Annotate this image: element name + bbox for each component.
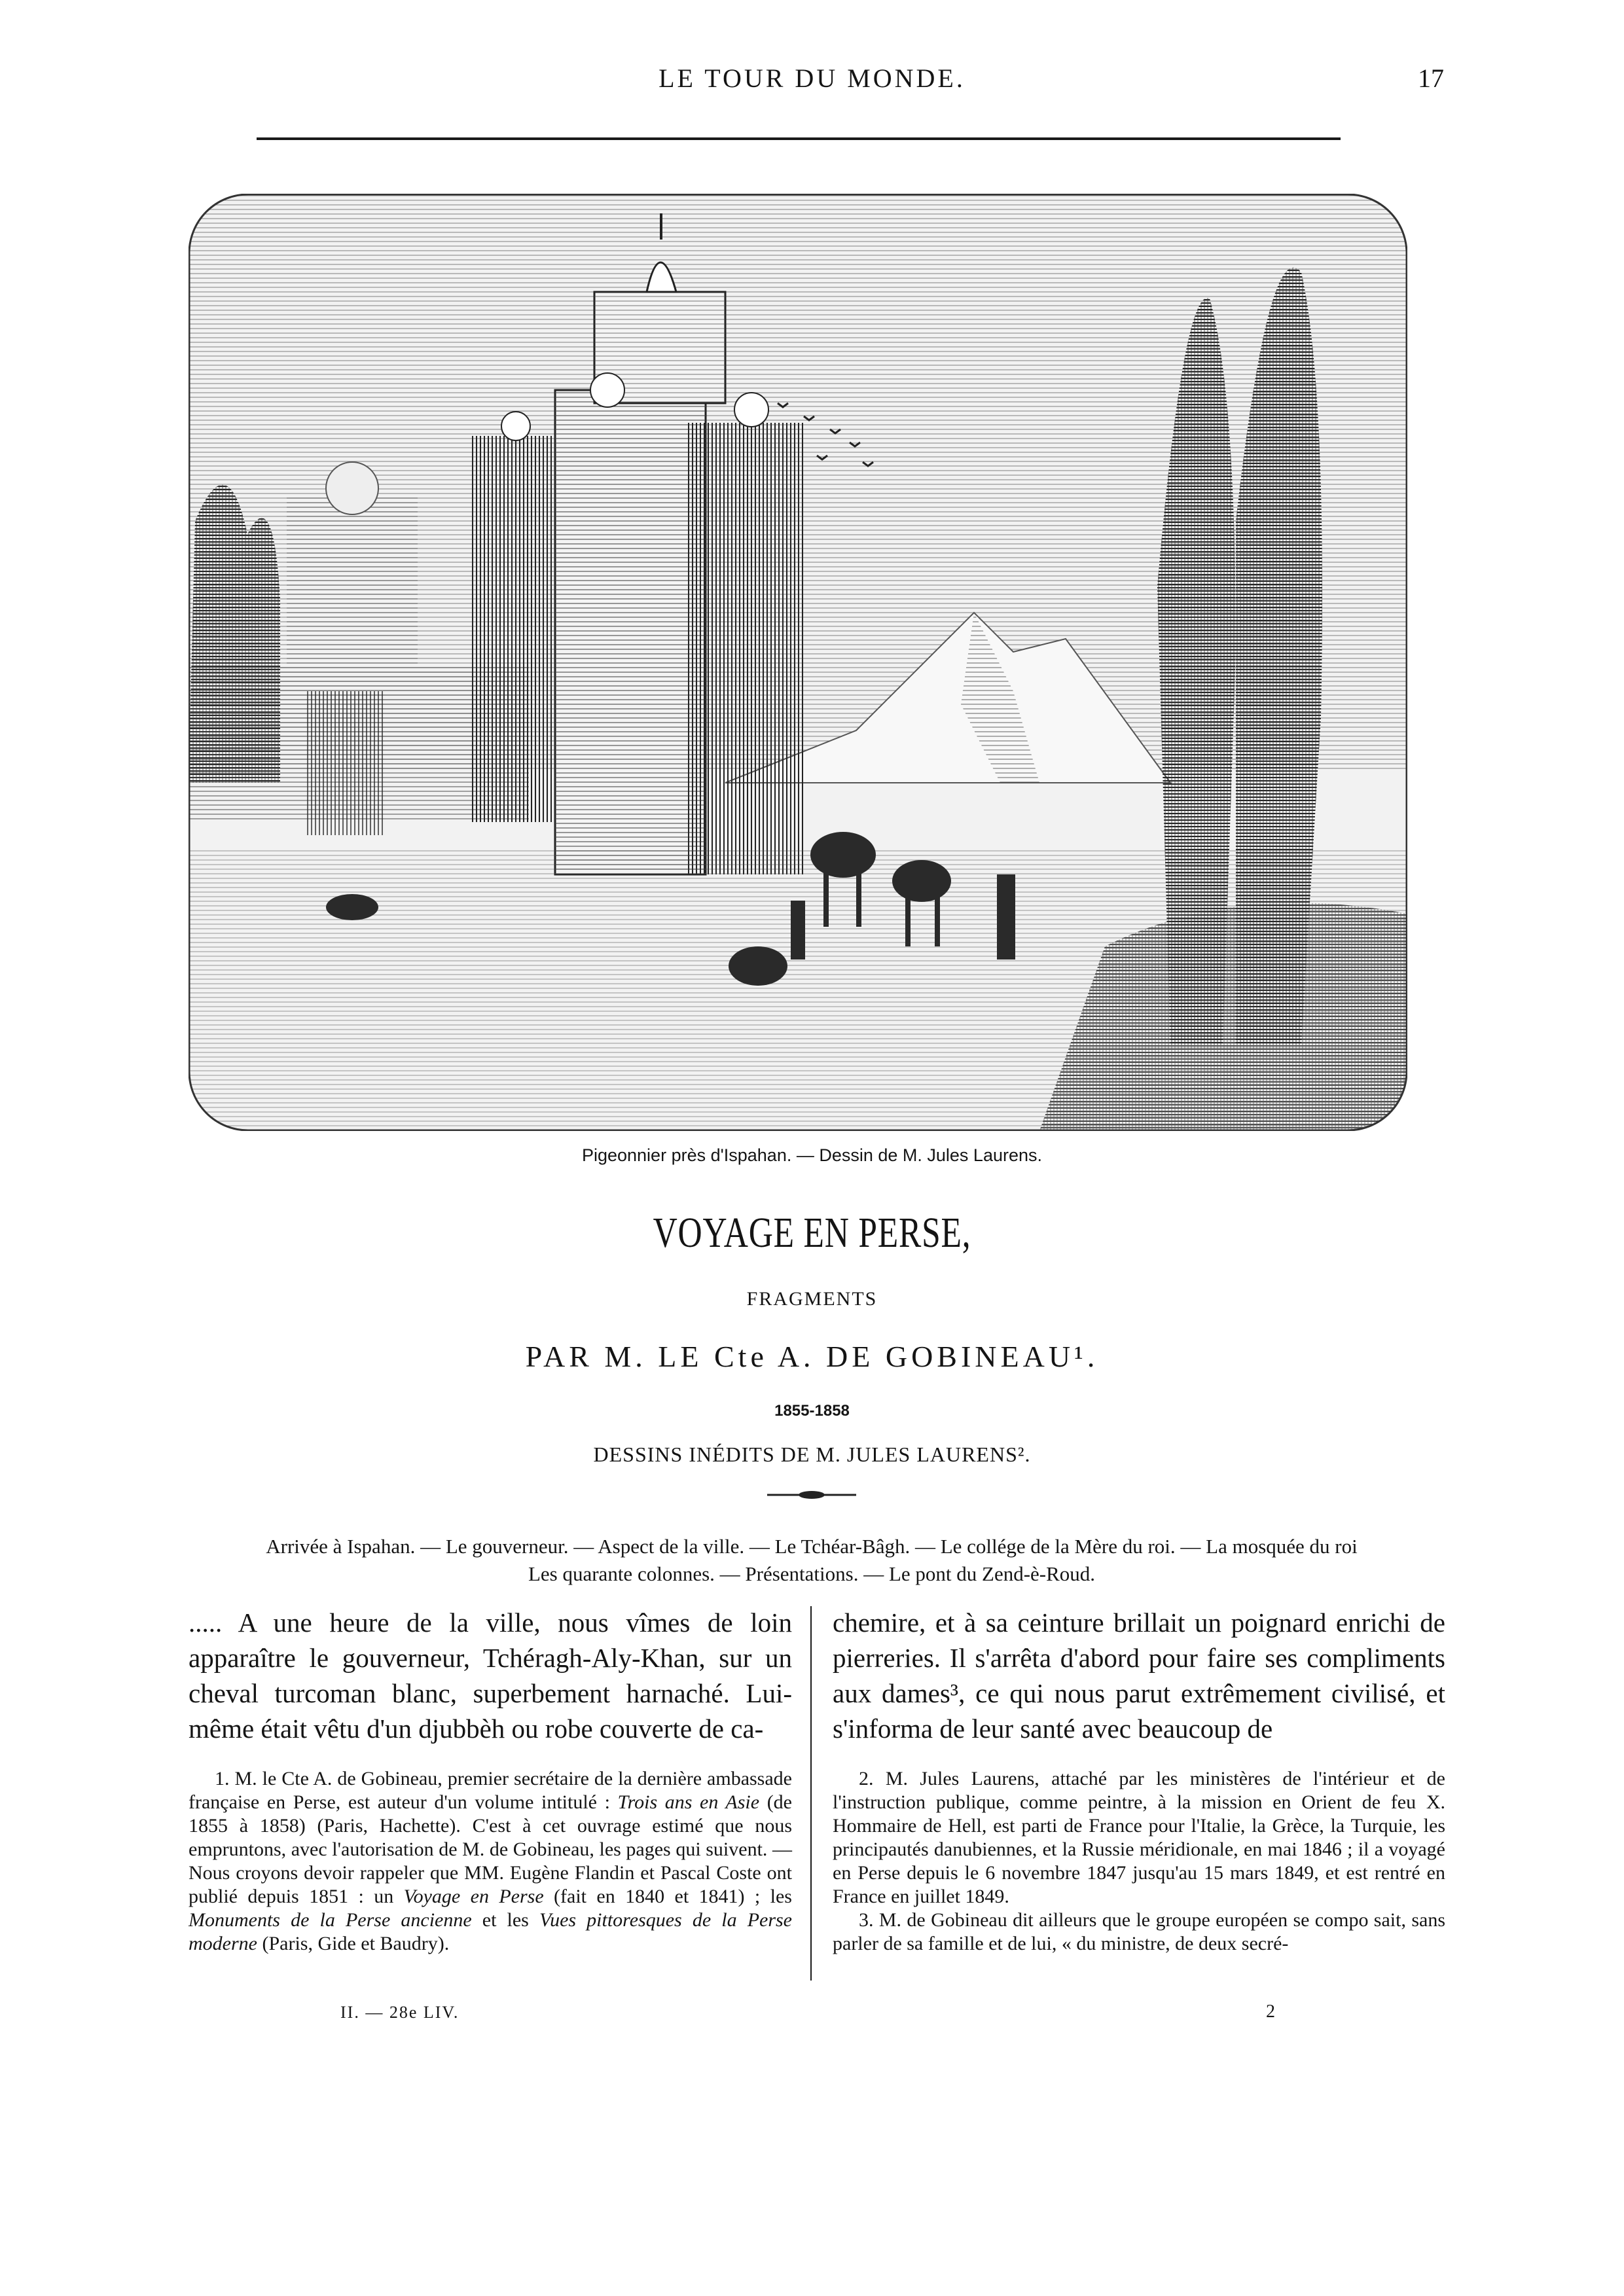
engraving-svg bbox=[189, 194, 1407, 1131]
article-dates: 1855-1858 bbox=[774, 1402, 850, 1420]
article-title: VOYAGE EN PERSE, bbox=[653, 1209, 971, 1257]
column-divider bbox=[810, 1606, 812, 1981]
summary-line: Arrivée à Ispahan. — Le gouverneur. — Aspect de la ville. — Le Tchéar-Bâgh. — Le collége de la Mère du roi. — La mosquée du roi bbox=[266, 1535, 1358, 1558]
ornament-divider bbox=[767, 1488, 856, 1501]
illustration-caption: Pigeonnier près d'Ispahan. — Dessin de M. Jules Laurens. bbox=[581, 1145, 1043, 1165]
body-column-right: chemire, et à sa ceinture brillait un poignard enrichi de pierreries. Il s'arrêta d'abord pour faire ses compliments aux dames³, ce qui nous parut extrêmement civilisé, et s'informa de leur santé avec beaucoup de bbox=[833, 1607, 1445, 1744]
engraving-illustration bbox=[189, 194, 1407, 1131]
article-summary bbox=[187, 1533, 1437, 1588]
article-subtitle: FRAGMENTS bbox=[746, 1288, 878, 1310]
running-title: LE TOUR DU MONDE. bbox=[659, 63, 965, 93]
page-number: 17 bbox=[1418, 63, 1444, 93]
footnote-2: 2. M. Jules Laurens, attaché par les ministères de l'intérieur et de l'instruction publique, comme peintre, à la mission en Orient de feu X. Hommaire de Hell, est parti de France pour l'Italie, la Grèce, la Turquie, les principautés danubiennes, et la Russie méridionale, en mai 1846 ; il a voyagé en Perse depuis le 6 novembre 1847 jusqu'au 15 mars 1849, et est rentré en France en juillet 1849. bbox=[833, 1768, 1445, 1907]
header-rule bbox=[257, 137, 1341, 140]
footnote-1: 1. M. le Cte A. de Gobineau, premier secrétaire de la dernière ambassade française en Perse, est auteur d'un volume intitulé : Trois ans en Asie (de 1855 à 1858) (Paris, Hachette). C'est à cet ouvrage estimé que nous empruntons, avec l'autorisation de M. de Gobineau, les pages qui suivent. — Nous croyons devoir rappeler que MM. Eugène Flandin et Pascal Coste ont publié depuis 1851 : un Voyage en Perse (fait en 1840 et 1841) ; les Monuments de la Perse ancienne et les Vues pittoresques de la Perse moderne (Paris, Gide et Baudry). bbox=[189, 1768, 792, 1954]
sheet-number: 2 bbox=[1266, 2001, 1275, 2022]
running-head bbox=[0, 63, 1624, 102]
body-column-left: ..... A une heure de la ville, nous vîmes de loin apparaître le gouverneur, Tchéragh-Aly-Khan, sur un cheval turcoman blanc, superbement harnaché. Lui-même était vêtu d'un djubbèh ou robe couverte de ca- bbox=[189, 1607, 792, 1744]
summary-line: Les quarante colonnes. — Présentations. — Le pont du Zend-è-Roud. bbox=[528, 1562, 1096, 1585]
footnote-3: 3. M. de Gobineau dit ailleurs que le groupe européen se compo sait, sans parler de sa famille et de lui, « du ministre, de deux secré- bbox=[833, 1909, 1445, 1954]
footnotes-left bbox=[189, 1767, 792, 1956]
drawings-credit: DESSINS INÉDITS DE M. JULES LAURENS². bbox=[593, 1443, 1031, 1466]
sheet-signature: II. — 28e LIV. bbox=[340, 2003, 460, 2022]
footnotes-right bbox=[833, 1767, 1445, 1956]
article-author: PAR M. LE Cte A. DE GOBINEAU¹. bbox=[525, 1340, 1099, 1373]
